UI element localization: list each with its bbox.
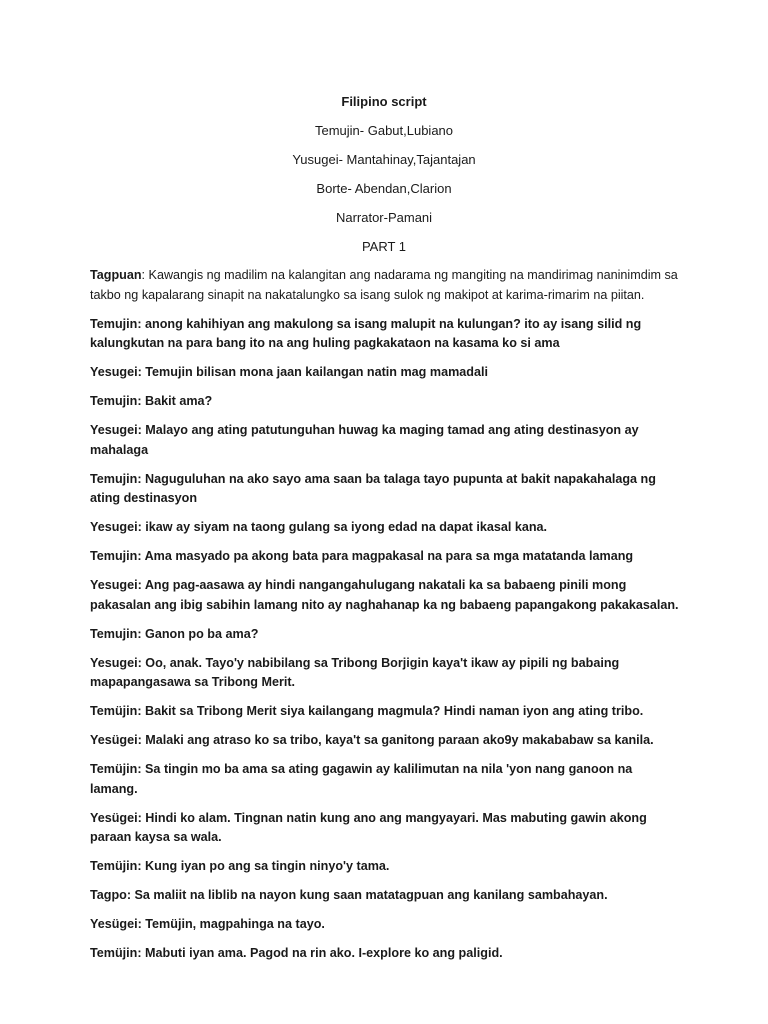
dialogue-line: Temüjin: Sa tingin mo ba ama sa ating gagawin ay kalilimutan na nila 'yon nang ganoon na lamang. (90, 762, 633, 796)
dialogue-line: Temüjin: Mabuti iyan ama. Pagod na rin ako. I-explore ko ang paligid. (90, 946, 503, 960)
dialogue-line: Temüjin: Bakit sa Tribong Merit siya kailangang magmula? Hindi naman iyon ang ating tribo. (90, 704, 644, 718)
document-title: Filipino script (341, 94, 427, 109)
cast-line: Temujin- Gabut,Lubiano (314, 123, 454, 138)
dialogue-line: Temujin: Ganon po ba ama? (90, 626, 259, 641)
dialogue-line: Yesugei: Ang pag-aasawa ay hindi nangangahulugang nakatali ka sa babaeng pinili mong pakasalan ang ibig sabihin lamang nito ay naghahanap ka ng babaeng papangakong pakakasalan. (90, 578, 679, 612)
dialogue-line: Temujin: Naguguluhan na ako sayo ama saan ba talaga tayo pupunta at bakit napakahalaga ng ating destinasyon (90, 471, 656, 505)
dialogue-line: Yesügei: Hindi ko alam. Tingnan natin kung ano ang mangyayari. Mas mabuting gawin akong paraan kaysa sa wala. (90, 810, 647, 844)
dialogue-line: Yesugei: Temujin bilisan mona jaan kailangan natin mag mamadali (90, 365, 488, 379)
dialogue-line: Temujin: Bakit ama? (90, 394, 213, 408)
script-body (90, 266, 680, 973)
setting-paragraph (90, 266, 680, 305)
dialogue-line: Temujin: anong kahihiyan ang makulong sa isang malupit na kulungan? ito ay isang silid ng kalungkutan na para bang ito na ang huling pagkakataon na kasama ko si ama (90, 316, 642, 350)
dialogue-line: Yesugei: ikaw ay siyam na taong gulang sa iyong edad na dapat ikasal kana. (90, 520, 548, 534)
setting-text: : Kawangis ng madilim na kalangitan ang nadarama ng mangiting na mandirimag naninimdim sa takbo ng kapalarang sinapit na nakatalungko sa isang sulok ng makipot at karima-rimarim na piitan. (90, 268, 678, 302)
dialogue-line: Yesügei: Temüjin, magpahinga na tayo. (90, 917, 325, 931)
cast-line: Narrator-Pamani (335, 210, 433, 225)
setting-label: Tagpuan (90, 268, 142, 282)
cast-line: Borte- Abendan,Clarion (316, 181, 452, 196)
dialogue-line: Yesugei: Malayo ang ating patutunguhan huwag ka maging tamad ang ating destinasyon ay mahalaga (90, 423, 639, 457)
dialogue-line: Temüjin: Kung iyan po ang sa tingin ninyo'y tama. (90, 859, 390, 873)
script-header (0, 92, 768, 266)
dialogue-line: Temujin: Ama masyado pa akong bata para magpakasal na para sa mga matatanda lamang (90, 549, 634, 563)
dialogue-line: Yesügei: Malaki ang atraso ko sa tribo, kaya't sa ganitong paraan ako9y makababaw sa kanila. (90, 733, 654, 747)
stage-direction: Tagpo: Sa maliit na liblib na nayon kung saan matatagpuan ang kanilang sambahayan. (90, 888, 608, 902)
part-heading: PART 1 (361, 239, 407, 254)
dialogue-line: Yesugei: Oo, anak. Tayo'y nabibilang sa Tribong Borjigin kaya't ikaw ay pipili ng babaing mapapangasawa sa Tribong Merit. (90, 655, 620, 689)
cast-line: Yusugei- Mantahinay,Tajantajan (292, 152, 476, 167)
